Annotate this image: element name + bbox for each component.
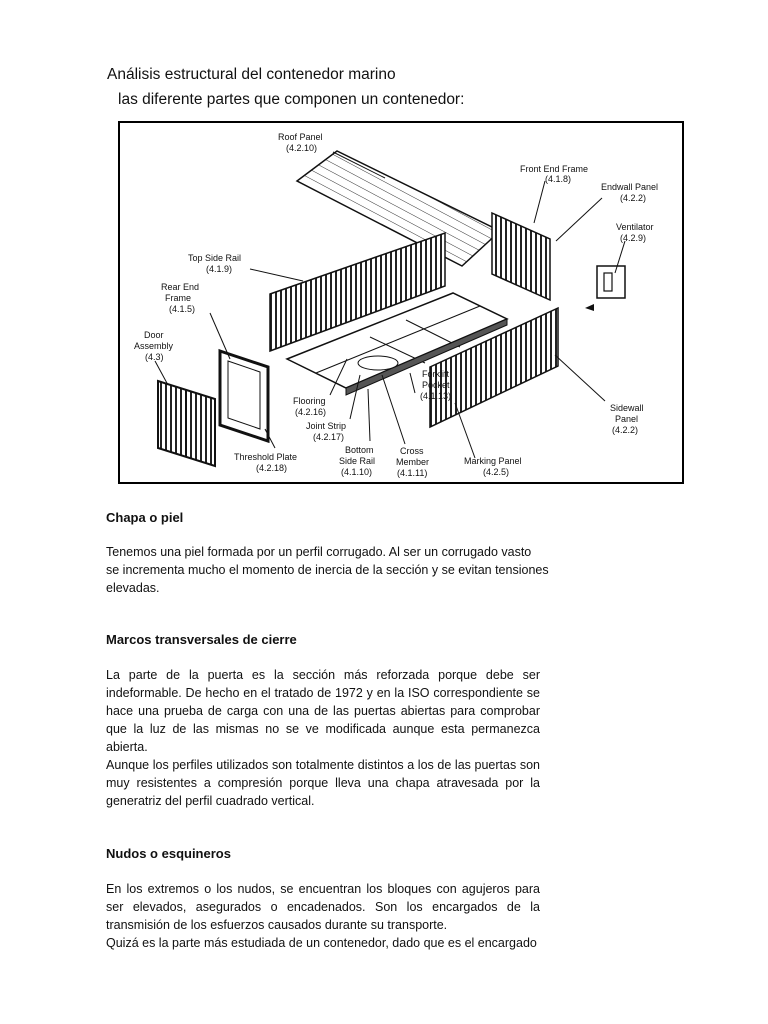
paragraph-nudos-1: En los extremos o los nudos, se encuentran los bloques con agujeros para ser elevados, asegurados o encadenados. Son los encargados de la transmisión de los esfuerzos causados durante su transporte. — [106, 882, 540, 932]
container-parts-diagram — [118, 121, 684, 484]
label-flooring: Flooring — [293, 396, 326, 406]
label-bottom-side-rail-code: (4.1.10) — [341, 467, 373, 477]
paragraph-nudos-2: Quizá es la parte más estudiada de un contenedor, dado que es el encargado — [106, 936, 537, 950]
label-top-side-rail: Top Side Rail — [188, 253, 242, 263]
paragraph-marcos-1: La parte de la puerta es la sección más reforzada porque debe ser indeformable. De hecho en el tratado de 1972 y en la ISO correspondiente se hace una prueba de carga con una de las puertas abiertas para comprobar que la luz de las mismas no se ve modificada aunque esta permanezca abierta. — [106, 668, 540, 754]
label-endwall-panel-code: (4.2.2) — [620, 193, 647, 203]
chapa-line-2: se incrementa mucho el momento de inercia de la sección y se evitan tensiones — [106, 563, 549, 577]
label-sidewall-panel-code: (4.2.2) — [612, 425, 639, 435]
label-bottom-side-rail-1: Bottom — [345, 445, 374, 455]
label-marking-panel: Marking Panel — [464, 456, 522, 466]
label-door-assembly-1: Door — [144, 330, 164, 340]
label-threshold-plate: Threshold Plate — [234, 452, 298, 462]
label-front-end-frame-code: (4.1.8) — [545, 174, 572, 184]
paragraph-marcos-2: Aunque los perfiles utilizados son totalmente distintos a los de las puertas son muy resistentes a compresión porque lleva una chapa atravesada por la generatriz del perfil cuadrado vertical. — [106, 758, 540, 808]
label-rear-end-frame-2: Frame — [165, 293, 192, 303]
heading-chapa: Chapa o piel — [106, 510, 184, 525]
label-forklift-pocket-code: (4.1.13) — [420, 391, 452, 401]
label-flooring-code: (4.2.16) — [295, 407, 327, 417]
label-ventilator: Ventilator — [616, 222, 654, 232]
exploded-container-drawing — [120, 123, 682, 482]
heading-nudos: Nudos o esquineros — [106, 846, 231, 861]
chapa-line-1: Tenemos una piel formada por un perfil corrugado. Al ser un corrugado vasto — [106, 545, 532, 559]
label-ventilator-code: (4.2.9) — [620, 233, 647, 243]
label-sidewall-panel-1: Sidewall — [610, 403, 644, 413]
heading-marcos: Marcos transversales de cierre — [106, 632, 297, 647]
label-joint-strip-code: (4.2.17) — [313, 432, 345, 442]
label-forklift-pocket-2: Pocket — [422, 380, 450, 390]
label-door-assembly-code: (4.3) — [145, 352, 164, 362]
label-endwall-panel: Endwall Panel — [601, 182, 659, 192]
label-threshold-plate-code: (4.2.18) — [256, 463, 288, 473]
label-rear-end-frame-1: Rear End — [161, 282, 200, 292]
label-door-assembly-2: Assembly — [134, 341, 174, 351]
document-subtitle: las diferente partes que componen un contenedor: — [118, 91, 465, 108]
endwall-shape — [492, 213, 550, 300]
label-roof-panel-code: (4.2.10) — [286, 143, 318, 153]
label-bottom-side-rail-2: Side Rail — [339, 456, 376, 466]
label-sidewall-panel-2: Panel — [615, 414, 639, 424]
label-cross-member-code: (4.1.11) — [397, 468, 428, 478]
document-title: Análisis estructural del contenedor marino — [107, 66, 396, 83]
label-joint-strip: Joint Strip — [306, 421, 347, 431]
paragraph-chapa — [106, 543, 566, 597]
label-cross-member-2: Member — [396, 457, 430, 467]
label-marking-panel-code: (4.2.5) — [483, 467, 510, 477]
label-front-end-frame: Front End Frame — [520, 164, 589, 174]
label-cross-member-1: Cross — [400, 446, 424, 456]
label-top-side-rail-code: (4.1.9) — [206, 264, 233, 274]
chapa-line-3: elevadas. — [106, 581, 160, 595]
rear-end-frame-shape — [220, 351, 268, 441]
label-roof-panel: Roof Panel — [278, 132, 323, 142]
label-forklift-pocket-1: Forklift — [422, 369, 449, 379]
label-rear-end-frame-code: (4.1.5) — [169, 304, 196, 314]
